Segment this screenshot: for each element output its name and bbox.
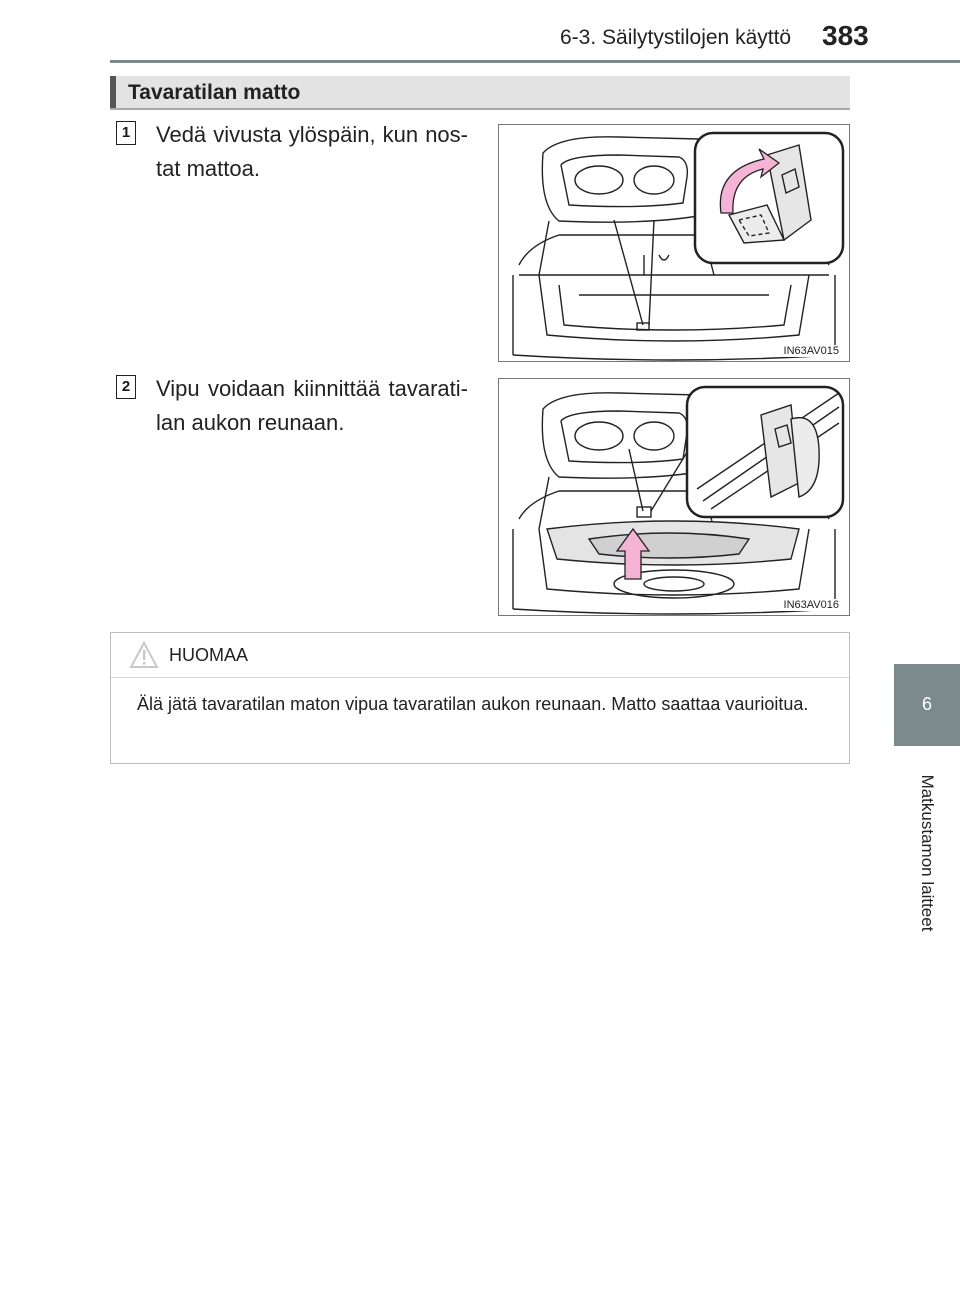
header-rule <box>110 60 960 63</box>
figure-lift-mat <box>498 124 850 362</box>
warning-triangle-icon <box>129 641 159 669</box>
notice-header <box>111 633 849 678</box>
notice-text: Älä jätä tavaratilan maton vipua tavaratilan aukon reunaan. Matto saattaa vaurioitua. <box>137 694 809 714</box>
notice-title: HUOMAA <box>169 645 249 665</box>
notice-box <box>110 632 850 764</box>
figure-hook-lever <box>498 378 850 616</box>
section-title: Tavaratilan matto <box>128 81 301 104</box>
section-accent <box>110 76 116 108</box>
step-text-1: Vedä vivusta ylöspäin, kun nos-tat mattoa. <box>156 122 468 181</box>
step-number-2: 2 <box>116 375 136 399</box>
section-heading-bar <box>110 76 850 110</box>
step-number-1: 1 <box>116 121 136 145</box>
header-title: 6-3. Säilytystilojen käyttö <box>560 26 792 49</box>
step-text-2: Vipu voidaan kiinnittää tavarati-lan aukon reunaan. <box>156 376 468 435</box>
figure-code-2: IN63AV016 <box>783 599 839 611</box>
trunk-illustration-1 <box>499 125 849 361</box>
chapter-label: Matkustamon laitteet <box>918 774 937 932</box>
page-number: 383 <box>822 20 869 51</box>
figure-code-1: IN63AV015 <box>783 345 839 357</box>
chapter-number: 6 <box>921 694 932 714</box>
chapter-tab <box>894 664 960 746</box>
trunk-illustration-2 <box>499 379 849 615</box>
